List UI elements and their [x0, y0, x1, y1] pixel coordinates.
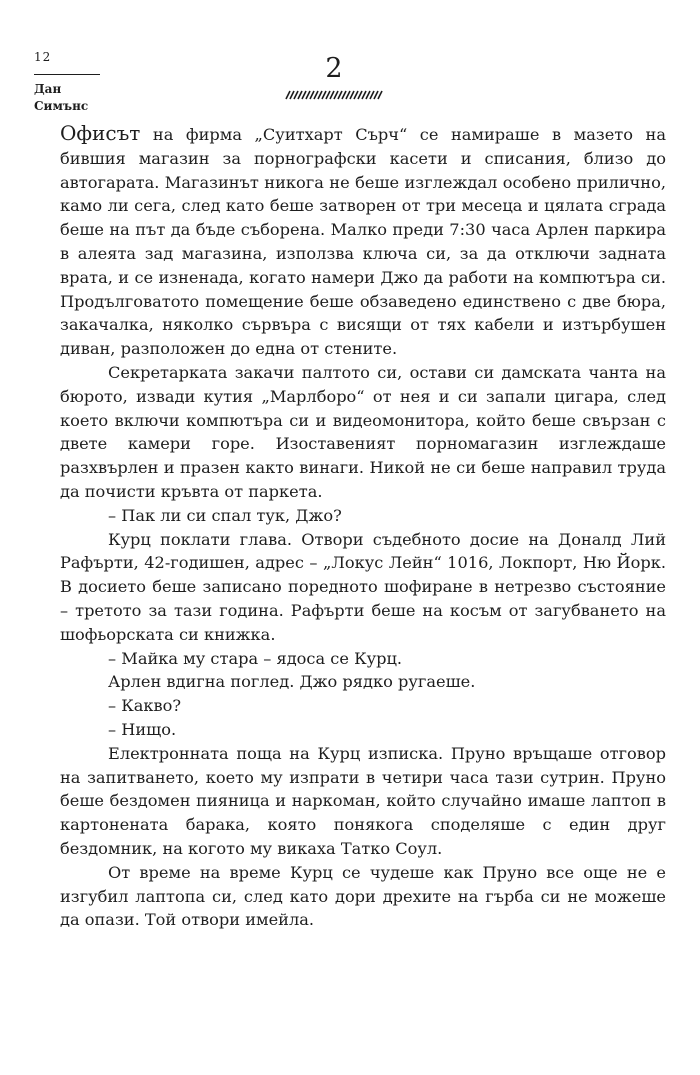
paragraph: Електронната поща на Курц изписка. Пруно връщаше отговор на запитването, което му изпрати в четири часа тази сутрин. Пруно беше бездомен пияница и наркоман, който случайно имаше лаптоп в картонената барака, която понякога споделяше с един друг бездомник, на когото му викаха Татко Соул. — [60, 743, 666, 858]
dialogue-line: – Пак ли си спал тук, Джо? — [108, 505, 342, 525]
chapter-number: 2 — [325, 53, 343, 84]
paragraph: Секретарката закачи палтото си, остави си дамската чанта на бюрото, извади кутия „Марлборо“ от нея и си запали цигара, след което включи компютъра си и видеомонитора, който беше свързан с двете камери горе. Изоставеният порномагазин изглеждаше разхвърлен и празен както винаги. Никой не си беше направил труда да почисти кръвта от паркета. — [60, 362, 666, 501]
dialogue-line: – Нищо. — [108, 719, 177, 739]
running-head — [34, 50, 100, 115]
opening-paragraph — [60, 122, 666, 361]
page-number: 12 — [34, 50, 52, 64]
paragraph: Арлен вдигна поглед. Джо рядко ругаеше. — [108, 672, 476, 692]
chapter-body — [60, 122, 666, 932]
author-last-name: Симънс — [34, 99, 89, 113]
dialogue-line: – Майка му стара – ядоса се Курц. — [108, 648, 403, 668]
author-first-name: Дан — [34, 82, 62, 96]
paragraph: От време на време Курц се чудеше как Пруно все още не е изгубил лаптопа си, след като дори дрехите на гърба си не можеше да опази. Той отвори имейла. — [60, 862, 666, 930]
dialogue-line: – Какво? — [108, 696, 182, 716]
opening-paragraph-text: на фирма „Суитхарт Сърч“ се намираше в мазето на бившия магазин за порнографски касети и списания, близо до автогарата. Магазинът никога не беше изглеждал особено прилично, камо ли сега, след като беше затворен от три месеца и цялата сграда беше на път да бъде съборена. Малко преди 7:30 часа Арлен паркира в алеята зад магазина, използва ключа си, за да отключи задната врата, и се изненада, когато намери Джо да работи на компютъра си. Продълговатото помещение беше обзаведено единствено с две бюра, закачалка, няколко сървъра с висящи от тях кабели и изтърбушен диван, разположен до една от стените. — [60, 125, 666, 359]
paragraph: Курц поклати глава. Отвори съдебното досие на Доналд Лий Рафърти, 42-годишен, адрес – „Локус Лейн“ 1016, Локпорт, Ню Йорк. В досието беше записано поредното шофиране в нетрезво състояние – третото за тази година. Рафърти беше на косъм от загубването на шофьорската си книжка. — [60, 529, 666, 644]
chapter-heading — [284, 52, 384, 100]
opening-word: Офисът — [60, 121, 141, 145]
header-rule — [34, 74, 100, 75]
hatched-ornament-icon — [284, 90, 384, 100]
